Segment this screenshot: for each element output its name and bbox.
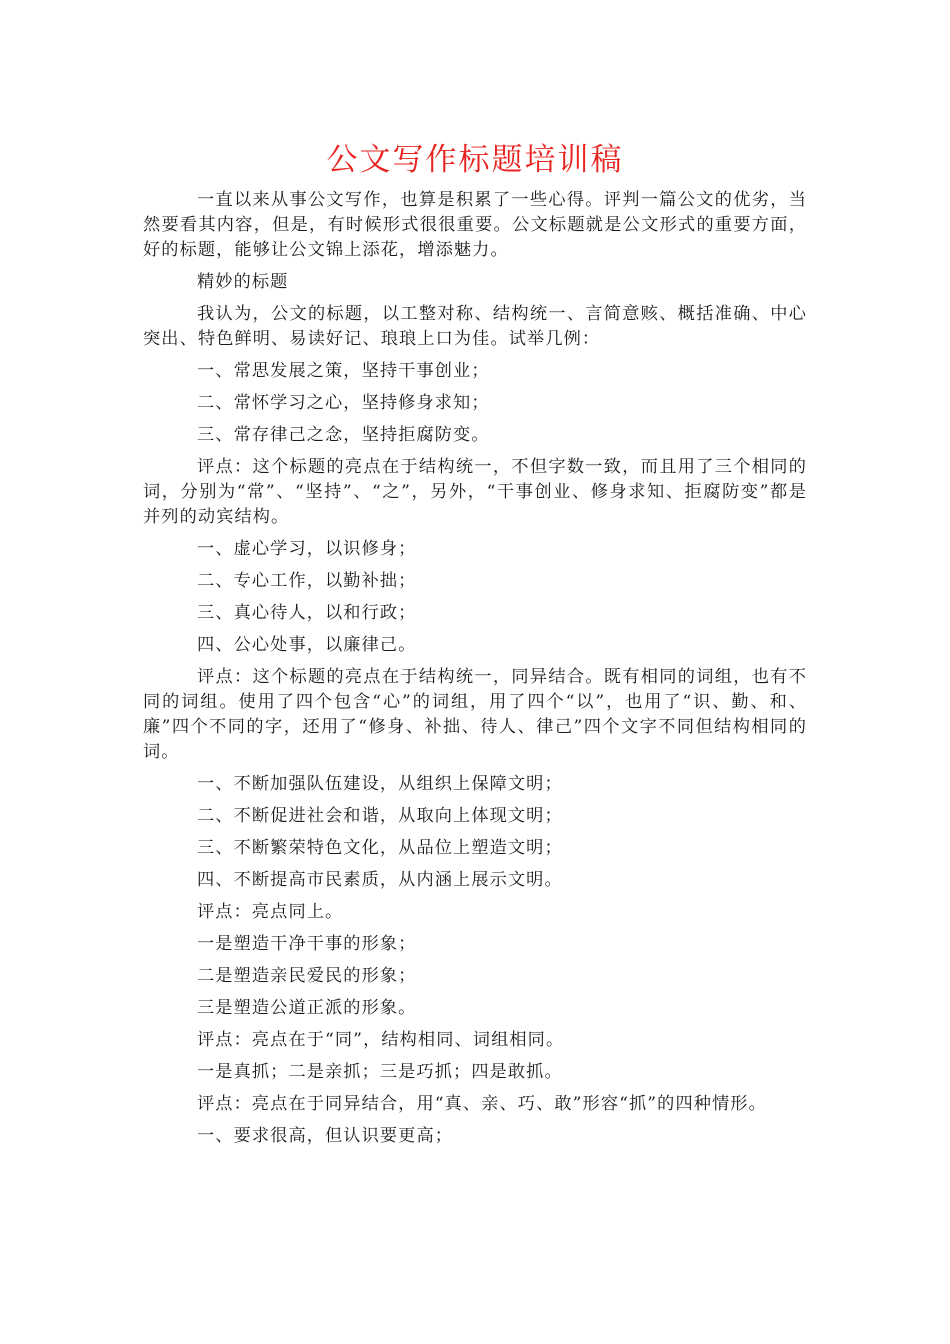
example-line: 一、虚心学习，以识修身； bbox=[197, 539, 417, 559]
comment-paragraph: 评点：亮点在于“同”，结构相同、词组相同。 bbox=[197, 1030, 565, 1050]
example-line: 一、常思发展之策，坚持干事创业； bbox=[197, 361, 490, 381]
section-heading: 精妙的标题 bbox=[197, 272, 289, 292]
paragraph: 我认为，公文的标题，以工整对称、结构统一、言简意赅、概括准确、中心突出、特色鲜明、易读好记、琅琅上口为佳。试举几例： bbox=[143, 304, 807, 349]
comment-paragraph: 评点：亮点在于同异结合，用“真、亲、巧、敢”形容“抓”的四种情形。 bbox=[197, 1094, 767, 1114]
example-line: 二、常怀学习之心，坚持修身求知； bbox=[197, 393, 490, 413]
example-line: 二、不断促进社会和谐，从取向上体现文明； bbox=[197, 806, 563, 826]
example-line: 四、不断提高市民素质，从内涵上展示文明。 bbox=[197, 870, 563, 890]
example-line: 一是塑造干净干事的形象； bbox=[197, 934, 417, 954]
document-body bbox=[143, 188, 807, 1156]
example-line: 一、要求很高，但认识要更高； bbox=[197, 1126, 454, 1146]
document-title: 公文写作标题培训稿 bbox=[326, 142, 624, 178]
comment-paragraph: 评点：这个标题的亮点在于结构统一，不但字数一致，而且用了三个相同的词，分别为“常”、“坚持”、“之”，另外，“干事创业、修身求知、拒腐防变”都是并列的动宾结构。 bbox=[143, 457, 807, 527]
example-line: 三、真心待人，以和行政； bbox=[197, 603, 417, 623]
comment-paragraph: 评点：这个标题的亮点在于结构统一，同异结合。既有相同的词组，也有不同的词组。使用了四个包含“心”的词组，用了四个“以”，也用了“识、勤、和、廉”四个不同的字，还用了“修身、补拙、待人、律己”四个文字不同但结构相同的词。 bbox=[143, 667, 807, 762]
example-line: 二是塑造亲民爱民的形象； bbox=[197, 966, 417, 986]
example-line: 一是真抓；二是亲抓；三是巧抓；四是敢抓。 bbox=[197, 1062, 563, 1082]
example-line: 一、不断加强队伍建设，从组织上保障文明； bbox=[197, 774, 563, 794]
example-line: 四、公心处事，以廉律己。 bbox=[197, 635, 417, 655]
comment-paragraph: 评点：亮点同上。 bbox=[197, 902, 344, 922]
example-line: 三是塑造公道正派的形象。 bbox=[197, 998, 417, 1018]
example-line: 三、不断繁荣特色文化，从品位上塑造文明； bbox=[197, 838, 563, 858]
example-line: 三、常存律己之念，坚持拒腐防变。 bbox=[197, 425, 490, 445]
paragraph: 一直以来从事公文写作，也算是积累了一些心得。评判一篇公文的优劣，当然要看其内容，但是，有时候形式很很重要。公文标题就是公文形式的重要方面，好的标题，能够让公文锦上添花，增添魅力。 bbox=[143, 190, 807, 260]
example-line: 二、专心工作，以勤补拙； bbox=[197, 571, 417, 591]
